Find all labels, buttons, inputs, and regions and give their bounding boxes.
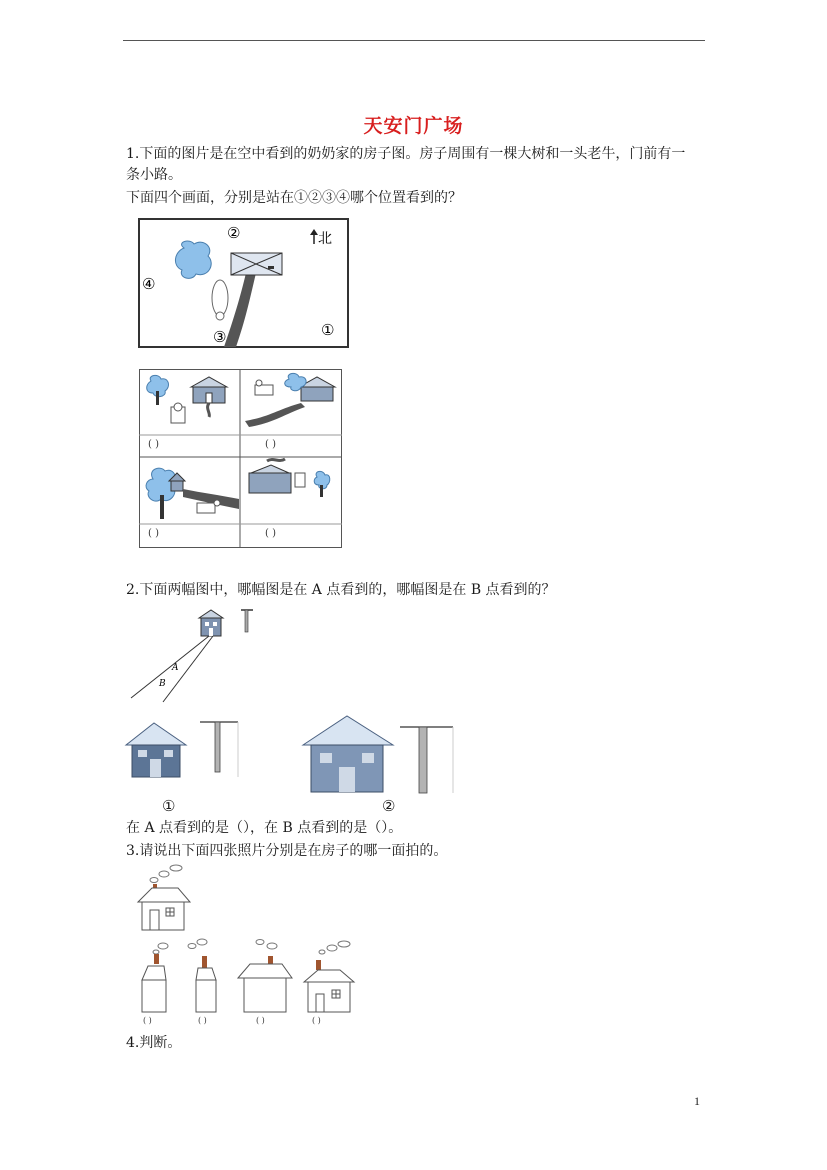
page-title: 天安门广场 xyxy=(363,115,464,137)
aerial-map-figure xyxy=(138,218,350,350)
page-number: 1 xyxy=(694,1094,700,1108)
q2-text: 2.下面两幅图中，哪幅图是在 A 点看到的，哪幅图是在 B 点看到的？ xyxy=(126,582,556,598)
q3-blank-4: ( ) xyxy=(312,1016,321,1025)
q1-text-line1: 1.下面的图片是在空中看到的奶奶家的房子图。房子周围有一棵大树和一头老牛，门前有一 xyxy=(126,146,686,162)
q4-text: 4.判断。 xyxy=(126,1035,182,1051)
house-photo-3 xyxy=(238,940,292,1013)
q3-text: 3.请说出下面四张照片分别是在房子的哪一面拍的。 xyxy=(126,843,448,859)
view-1-label: ① xyxy=(162,797,176,815)
header-rule xyxy=(123,40,705,41)
view-2-label: ② xyxy=(382,797,396,815)
view-2-image xyxy=(301,713,455,795)
house-photo-1 xyxy=(142,943,168,1012)
point-a-label: A xyxy=(172,663,179,673)
position-2-label: ② xyxy=(227,224,241,242)
perspective-figure xyxy=(129,606,259,704)
house-photo-2 xyxy=(188,939,216,1012)
q1-answer-blank-1: ( ) xyxy=(148,439,159,450)
position-4-label: ④ xyxy=(142,275,156,293)
view-1-image xyxy=(124,719,241,781)
house-photo-4 xyxy=(304,941,354,1012)
q1-answer-blank-2: ( ) xyxy=(265,439,276,450)
q1-answer-blank-4: ( ) xyxy=(265,528,276,539)
point-b-label: B xyxy=(159,679,166,689)
house-photos-row xyxy=(136,938,358,1016)
north-label: 北 xyxy=(318,231,332,247)
position-1-label: ① xyxy=(321,321,335,339)
q1-answer-blank-3: ( ) xyxy=(148,528,159,539)
four-views-grid xyxy=(139,369,342,549)
position-3-label: ③ xyxy=(213,328,227,346)
q3-blank-2: ( ) xyxy=(198,1016,207,1025)
q1-text-line2: 条小路。 xyxy=(126,167,182,183)
q2-answer-text: 在 A 点看到的是（），在 B 点看到的是（）。 xyxy=(126,820,403,836)
q1-text-line3: 下面四个画面，分别是站在①②③④哪个位置看到的？ xyxy=(126,190,462,206)
house-reference-image xyxy=(136,864,192,932)
q3-blank-1: ( ) xyxy=(143,1016,152,1025)
house-roof-shape xyxy=(231,253,282,275)
q3-blank-3: ( ) xyxy=(256,1016,265,1025)
